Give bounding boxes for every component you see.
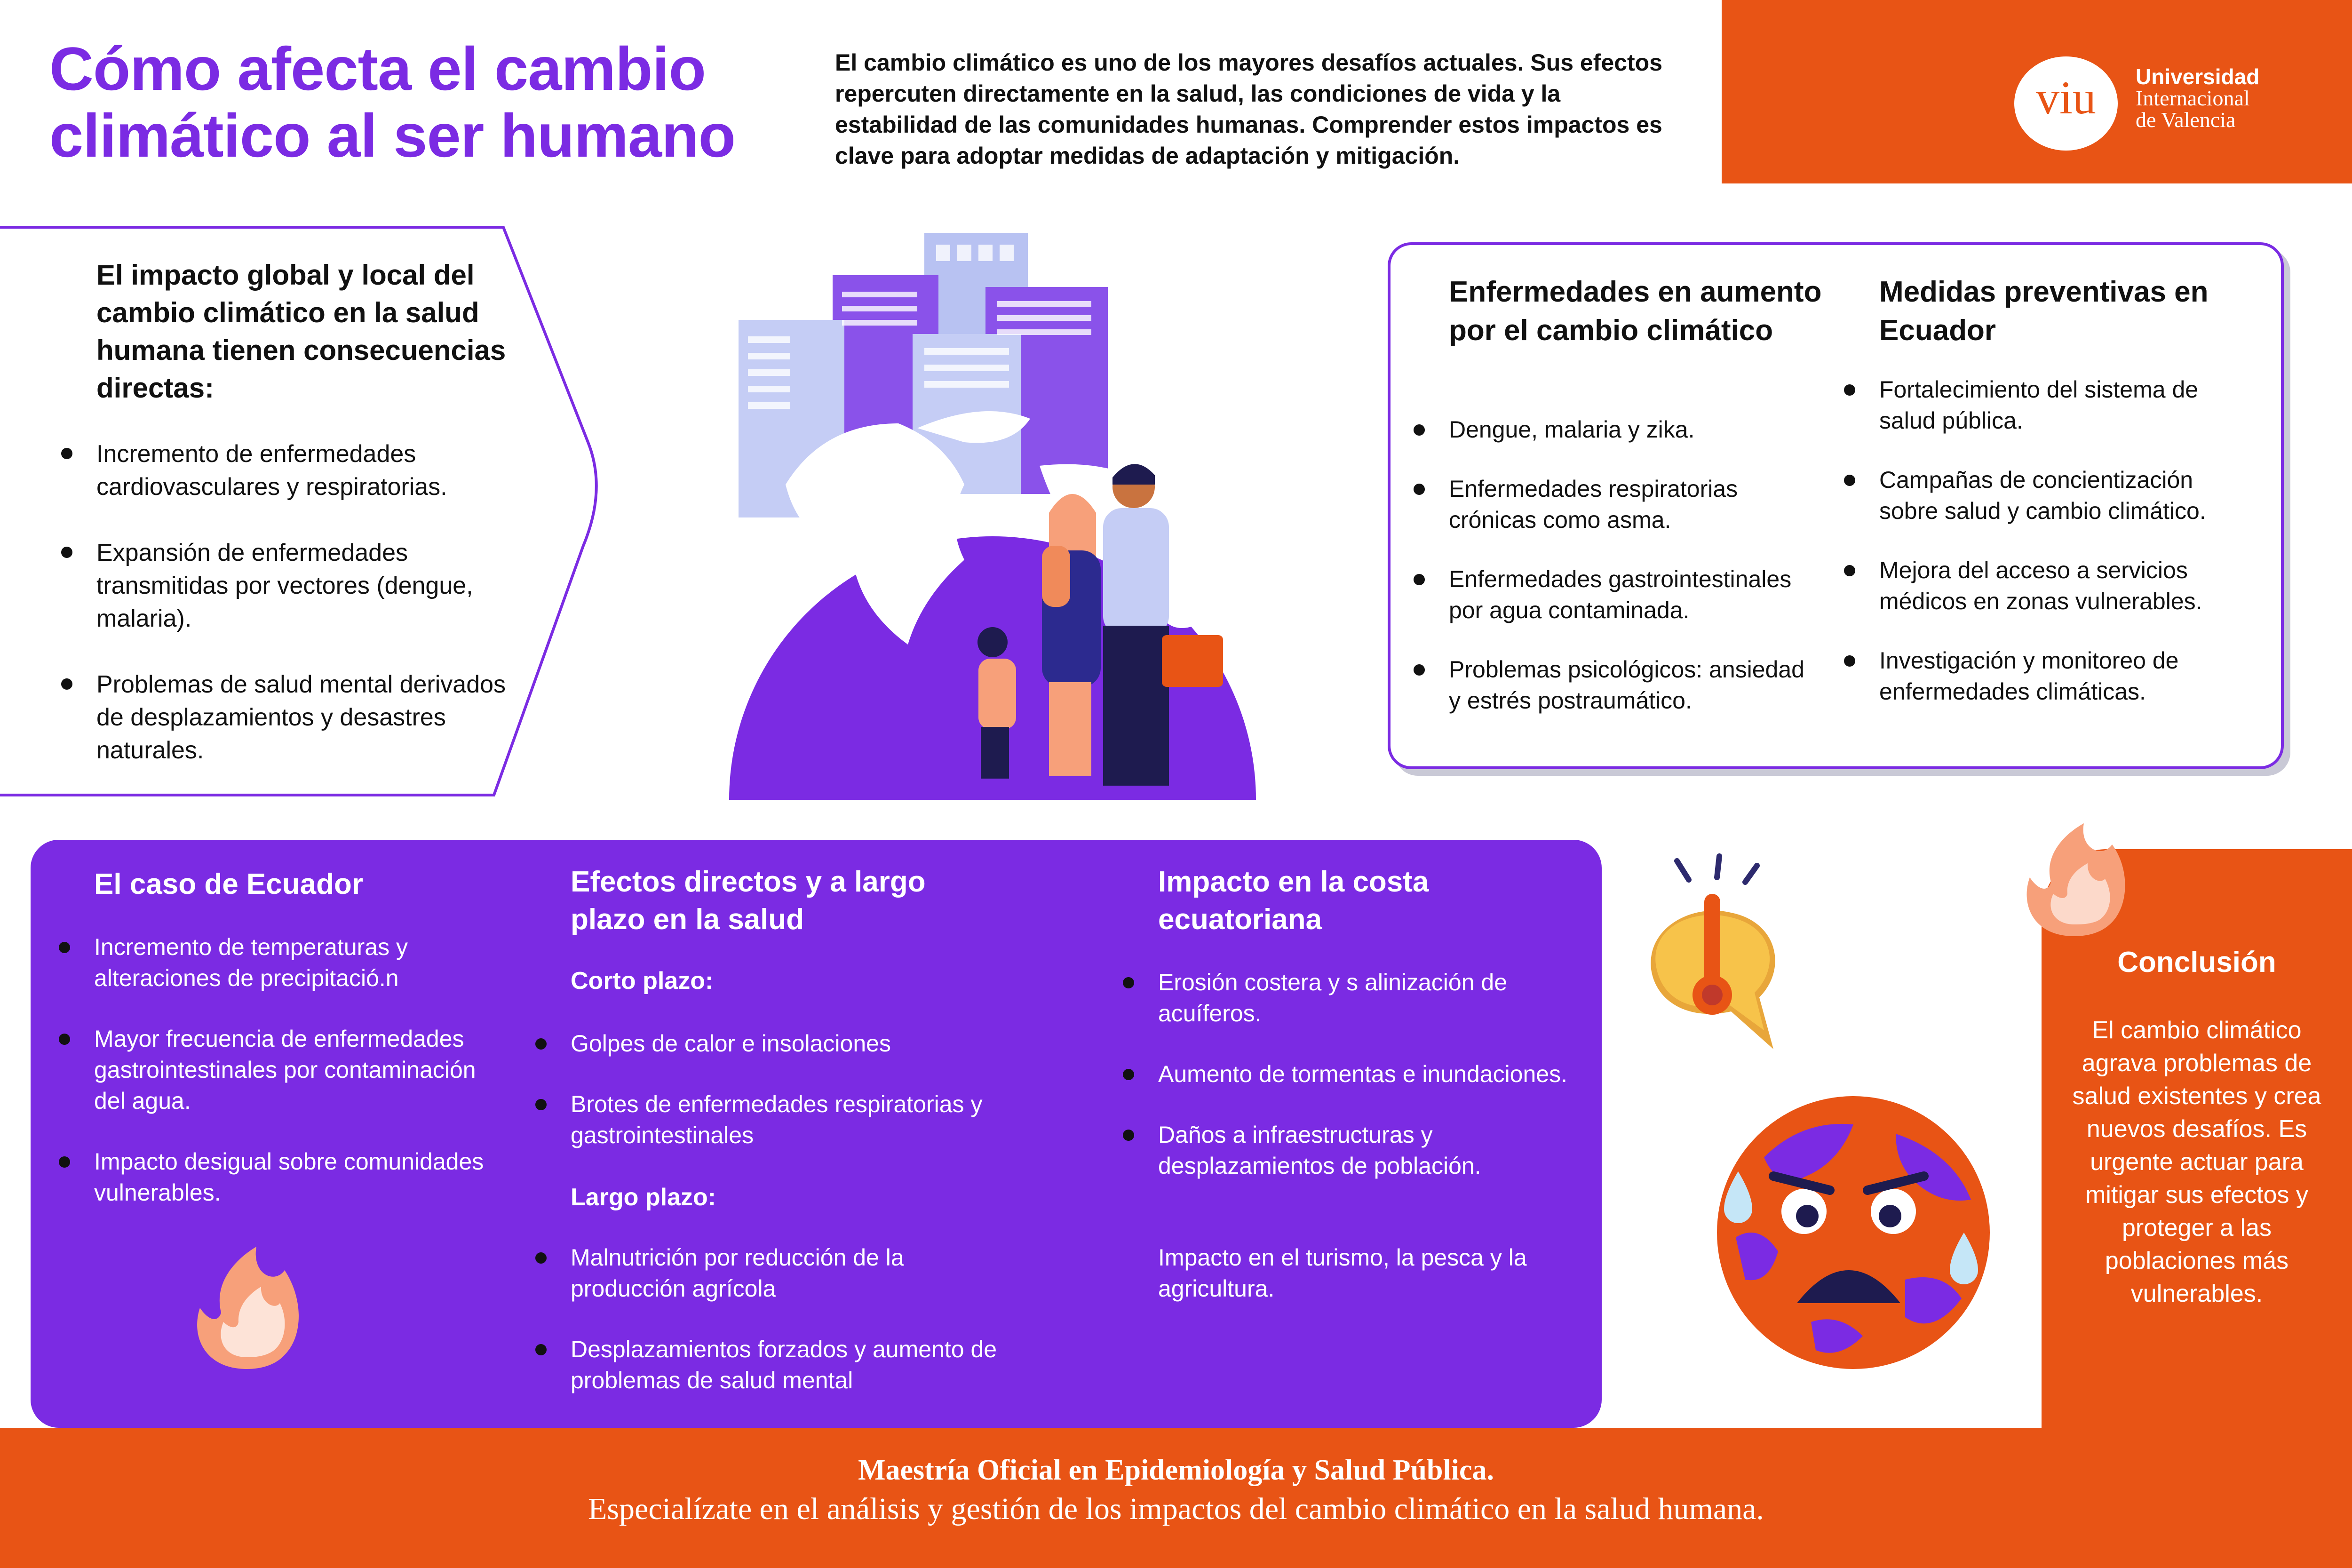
flame-icon (2013, 819, 2136, 941)
list-item: Daños a infraestructuras y desplazamientos de población. (1158, 1119, 1581, 1181)
list-item: Campañas de concientización sobre salud y cambio climático. (1879, 464, 2256, 526)
ecuador-heading: El caso de Ecuador (94, 868, 363, 900)
list-item: Investigación y monitoreo de enfermedades climáticas. (1879, 645, 2256, 707)
left-panel-list (96, 438, 520, 800)
conclusion-heading: Conclusión (2117, 946, 2276, 979)
list-item: Incremento de temperaturas y alteraciones de precipitació.n (94, 931, 508, 994)
coast-list (1158, 967, 1581, 1211)
list-item: Golpes de calor e insolaciones (571, 1028, 1017, 1059)
measures-list (1879, 374, 2256, 735)
intro-text: El cambio climático es uno de los mayores desafíos actuales. Sus efectos repercuten directamente en la salud, las condiciones de vida y la estabilidad de las comunidades humanas. Comprender estos impactos es clave para adoptar medidas de adaptación y mitigación. (835, 49, 1663, 169)
list-item: Problemas psicológicos: ansiedad y estrés postraumático. (1449, 654, 1816, 716)
list-item: Incremento de enfermedades cardiovasculares y respiratorias. (96, 438, 520, 503)
list-item: Mejora del acceso a servicios médicos en zonas vulnerables. (1879, 555, 2256, 617)
logo-line-3: de Valencia (2136, 108, 2236, 132)
list-item: Impacto desigual sobre comunidades vulnerables. (94, 1146, 508, 1208)
list-item: Expansión de enfermedades transmitidas por vectores (dengue, malaria). (96, 536, 520, 635)
short-term-list (571, 1028, 1017, 1180)
footer-tagline: Especialízate en el análisis y gestión de los impactos del cambio climático en la salud humana. (588, 1492, 1764, 1526)
diseases-heading: Enfermedades en aumento por el cambio climático (1449, 276, 1822, 347)
left-panel-heading: El impacto global y local del cambio climático en la salud humana tienen consecuencias directas: (96, 259, 506, 404)
list-item: Dengue, malaria y zika. (1449, 414, 1816, 445)
footer-program[interactable]: Maestría Oficial en Epidemiología y Salud Pública. (858, 1454, 1494, 1486)
list-item: Aumento de tormentas e inundaciones. (1158, 1059, 1581, 1090)
logo-mark: viu (2036, 72, 2096, 124)
ecuador-list (94, 931, 508, 1238)
diseases-list (1449, 414, 1816, 744)
page-title: Cómo afecta el cambio climático al ser humano (49, 34, 736, 170)
list-item: Enfermedades respiratorias crónicas como asma. (1449, 473, 1816, 535)
flame-icon (186, 1242, 308, 1374)
conclusion-text: El cambio climático agrava problemas de salud existentes y crea nuevos desafíos. Es urgente actuar para mitigar sus efectos y proteger a las poblaciones más vulnerables. (2072, 1017, 2321, 1307)
list-item: Brotes de enfermedades respiratorias y gastrointestinales (571, 1089, 1017, 1151)
long-term-label: Largo plazo: (571, 1184, 716, 1211)
coast-heading: Impacto en la costa ecuatoriana (1158, 866, 1429, 936)
list-item: Mayor frecuencia de enfermedades gastrointestinales por contaminación del agua. (94, 1023, 508, 1116)
coast-extra-text: Impacto en el turismo, la pesca y la agricultura. (1158, 1244, 1527, 1302)
thermometer-bubble-icon (1637, 852, 1792, 1087)
list-item: Problemas de salud mental derivados de desplazamientos y desastres naturales. (96, 668, 520, 767)
logo-line-1: Universidad (2136, 64, 2260, 89)
logo-text (2136, 66, 2259, 131)
logo-line-2: Internacional (2136, 86, 2250, 110)
list-item: Enfermedades gastrointestinales por agua contaminada. (1449, 564, 1816, 626)
long-term-list (571, 1242, 1017, 1425)
sad-earth-icon (1708, 1082, 1999, 1378)
list-item: Malnutrición por reducción de la producción agrícola (571, 1242, 1017, 1304)
measures-heading: Medidas preventivas en Ecuador (1879, 276, 2209, 347)
list-item: Erosión costera y s alinización de acuíferos. (1158, 967, 1581, 1029)
list-item: Desplazamientos forzados y aumento de problemas de salud mental (571, 1334, 1017, 1396)
effects-heading: Efectos directos y a largo plazo en la salud (571, 866, 926, 936)
list-item: Fortalecimiento del sistema de salud pública. (1879, 374, 2256, 436)
short-term-label: Corto plazo: (571, 967, 714, 995)
city-globe-family-illustration (701, 221, 1312, 828)
